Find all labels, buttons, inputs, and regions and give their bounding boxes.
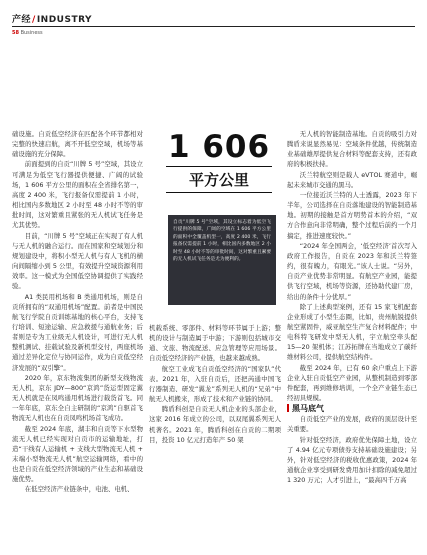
paragraph: 航空工业成飞自贡低空经济的“国家队”代表。2021 年，入驻自贡后，还把芮通中国飞行器制造、研发“翼龙”系列无人机的“兄弟”中航无人机搬来，形成了技术和产业链的协同。	[149, 364, 281, 404]
paragraph: A1 类民用机场和 B 类通用机场，则是自贡所拥有的“双通用机场”配置。前者是中国民航飞行学院自贡训练基地的核心平台，支持飞行培训、短途运输、应急救援与通航业务；后者则是专为工业级无人机设计，可进行无人机整机测试、挂载试验及新机型交付，两座机场通过差异化定位与协同运作，成为自贡低空经济发展的“双引擎”。	[12, 292, 143, 372]
stat-number: 1 606	[167, 129, 271, 165]
paragraph: “2024 年全国两会，‘低空经济’首次写入政府工作报告，自贡在 2023 年和沃兰特签约，很有魄力，有眼光。”该人士说。“另外，自贡产业优势非常明显。有航空产业园，能提供飞行空域，机场等资源，还协助代建厂房，给出的条件十分优厚。”	[287, 241, 417, 301]
article-column-1	[12, 129, 143, 495]
paragraph: 沃兰特航空则是载人 eVTOL 赛道中，崛起未来城市交通的黑马。	[287, 170, 417, 189]
paragraph: 机载系统、零部件、材料等环节属于上游；整机的设计与制造属于中游；下游则包括城市交通、文旅、物流配送、应急管理等应用场景。自贡低空经济的产业链，也越来越成熟。	[149, 324, 281, 363]
page-number: 58	[12, 30, 19, 36]
paragraph: 础设施。自贡低空经济在匹配各个环节都相对完整的快速启航，离不开低空空域，机场等基础设施的充分保障。	[12, 130, 143, 159]
stat-rule-bottom	[166, 192, 272, 193]
section-divider: /	[32, 15, 36, 25]
stat-caption-box	[168, 215, 276, 305]
paragraph: 截至 2024 年底，湖丰和自贡等下水型物流无人机已经实现对自贡市的运输地址，打造“干线有人运输机 + 支线大型物流无人机 + 末端小型物流无人机”航空运输网络，看中的也是自贡在低空经济领域的产业生态和基础设施优势。	[12, 424, 143, 484]
paragraph: 除了上述典型案例，还有 15 家飞机配套企业形成了小型生态圈，比如，贵州航锐提供航空紧固件，威亚航空生产复合材料配件；中电科特飞研发中型无人机，宇立航空牵头配 15—20 架机体；江苏拓牌在当地成立了碳纤维材料公司，提供航空结构件。	[287, 302, 417, 362]
stat-caption-text: 自贡“川牌 5 号”空域，其设立标志着为低空飞行提供的保障，广阔的空域在 1 606 平方公里的面积中全覆盖机型一，高度 2 400 米，飞行报备仅需提前 1 小时，相比国内多数地区 2 小时至 48 小时不等的审批时间，这对繁重且紧要的无人机试飞任务是尤为便利的。	[173, 220, 272, 263]
paragraph: 截至 2024 年，已有 60 余户重点上下游企业入驻自贡低空产业园，从整机制造到零部件配套，再到维修培训，一个全产业链生态已经初具规模。	[287, 363, 417, 403]
paragraph: 自贡低空产业的发展，政府的顶层设计至关重要。	[287, 415, 417, 434]
paragraph: 在低空经济产业链条中，电池、电机、	[24, 485, 134, 494]
subheading-text: 黑马底气	[292, 404, 324, 414]
stat-callout	[166, 130, 272, 193]
article-column-3	[287, 129, 417, 485]
subheading-marker	[287, 404, 289, 412]
section-subheading	[287, 403, 417, 414]
paragraph: 前面提到的自贡“川牌 5 号”空域，其设立可满足为低空飞行器提供便捷、广阔的试验场，1 606 平方公里的面积在全省排名第一，高度 2 400 米，飞行报备仅需提前 1 小时，相比国内多数地区 2 小时至 48 小时不等的审批时间，这对繁重且紧张的无人机试飞任务是尤其优势。	[12, 160, 143, 230]
article-column-2	[149, 323, 281, 445]
page-info	[12, 30, 43, 36]
section-title-en: INDUSTRY	[36, 15, 93, 25]
page-label: Business	[20, 30, 43, 36]
section-title	[12, 12, 415, 25]
header-rule	[12, 26, 415, 27]
stat-rule-top	[166, 166, 272, 167]
paragraph: 无人机的智能制造基地。自贡的吸引力对腾盾来说显然易见：空域条件优越，传统制造业基础雄厚提供复合材料等配套支持，还有政府的积极扶持。	[287, 130, 417, 169]
section-title-cn: 产经	[12, 15, 32, 25]
paragraph: 一位接近沃兰特的人士透露，2023 年下半年，公司选择在自贡落地建设的智能制造基地。初期的接触是首方明势首本的介绍，“双方合作意向非常明确，整个过程后前约一个月搞定，推进速度较快。”	[287, 190, 417, 240]
paragraph: 目前，“川牌 5 号”空域正在实现了有人机与无人机的融合运行。而在国家和空域划分和规划建设中，将积小型无人机与有人飞机的横向间隔缩小到 5 公里，有效提升空域资源利用效率。这一模式为全国低空协调提供了实践经验。	[12, 231, 143, 291]
page-header	[12, 12, 415, 25]
stat-unit: 平方公里	[188, 171, 249, 189]
paragraph: 腾盾科创是自贡无人机企业的头部企业，这家 2016 年成立的公司，以双尾翼系列无人机著名。2021 年，腾盾科创在自贡的二期项目，投资 10 亿元打造年产 50 架	[149, 405, 281, 444]
paragraph: 2020 年，京东物流集团的新型支线物流无人机，京东 JDY—800“京鸿”货运型固定翼无人机就是在凤鸣通用机场进行载货首飞。同一年年底，京东全自主研制的“京鸿”自驱首飞物流无人机也在自贡凤鸣机场首飞成功。	[12, 373, 143, 423]
paragraph: 针对低空经济，政府优先保障土地，设立了 4.94 亿元专项债券支持基础设施建设；另外，针对低空经济的税收优惠政策，2024 年通航企业享受到研发费用加计扣除的减免超过 1 320 万元；人才引进上，“最高四千万高	[287, 435, 417, 485]
